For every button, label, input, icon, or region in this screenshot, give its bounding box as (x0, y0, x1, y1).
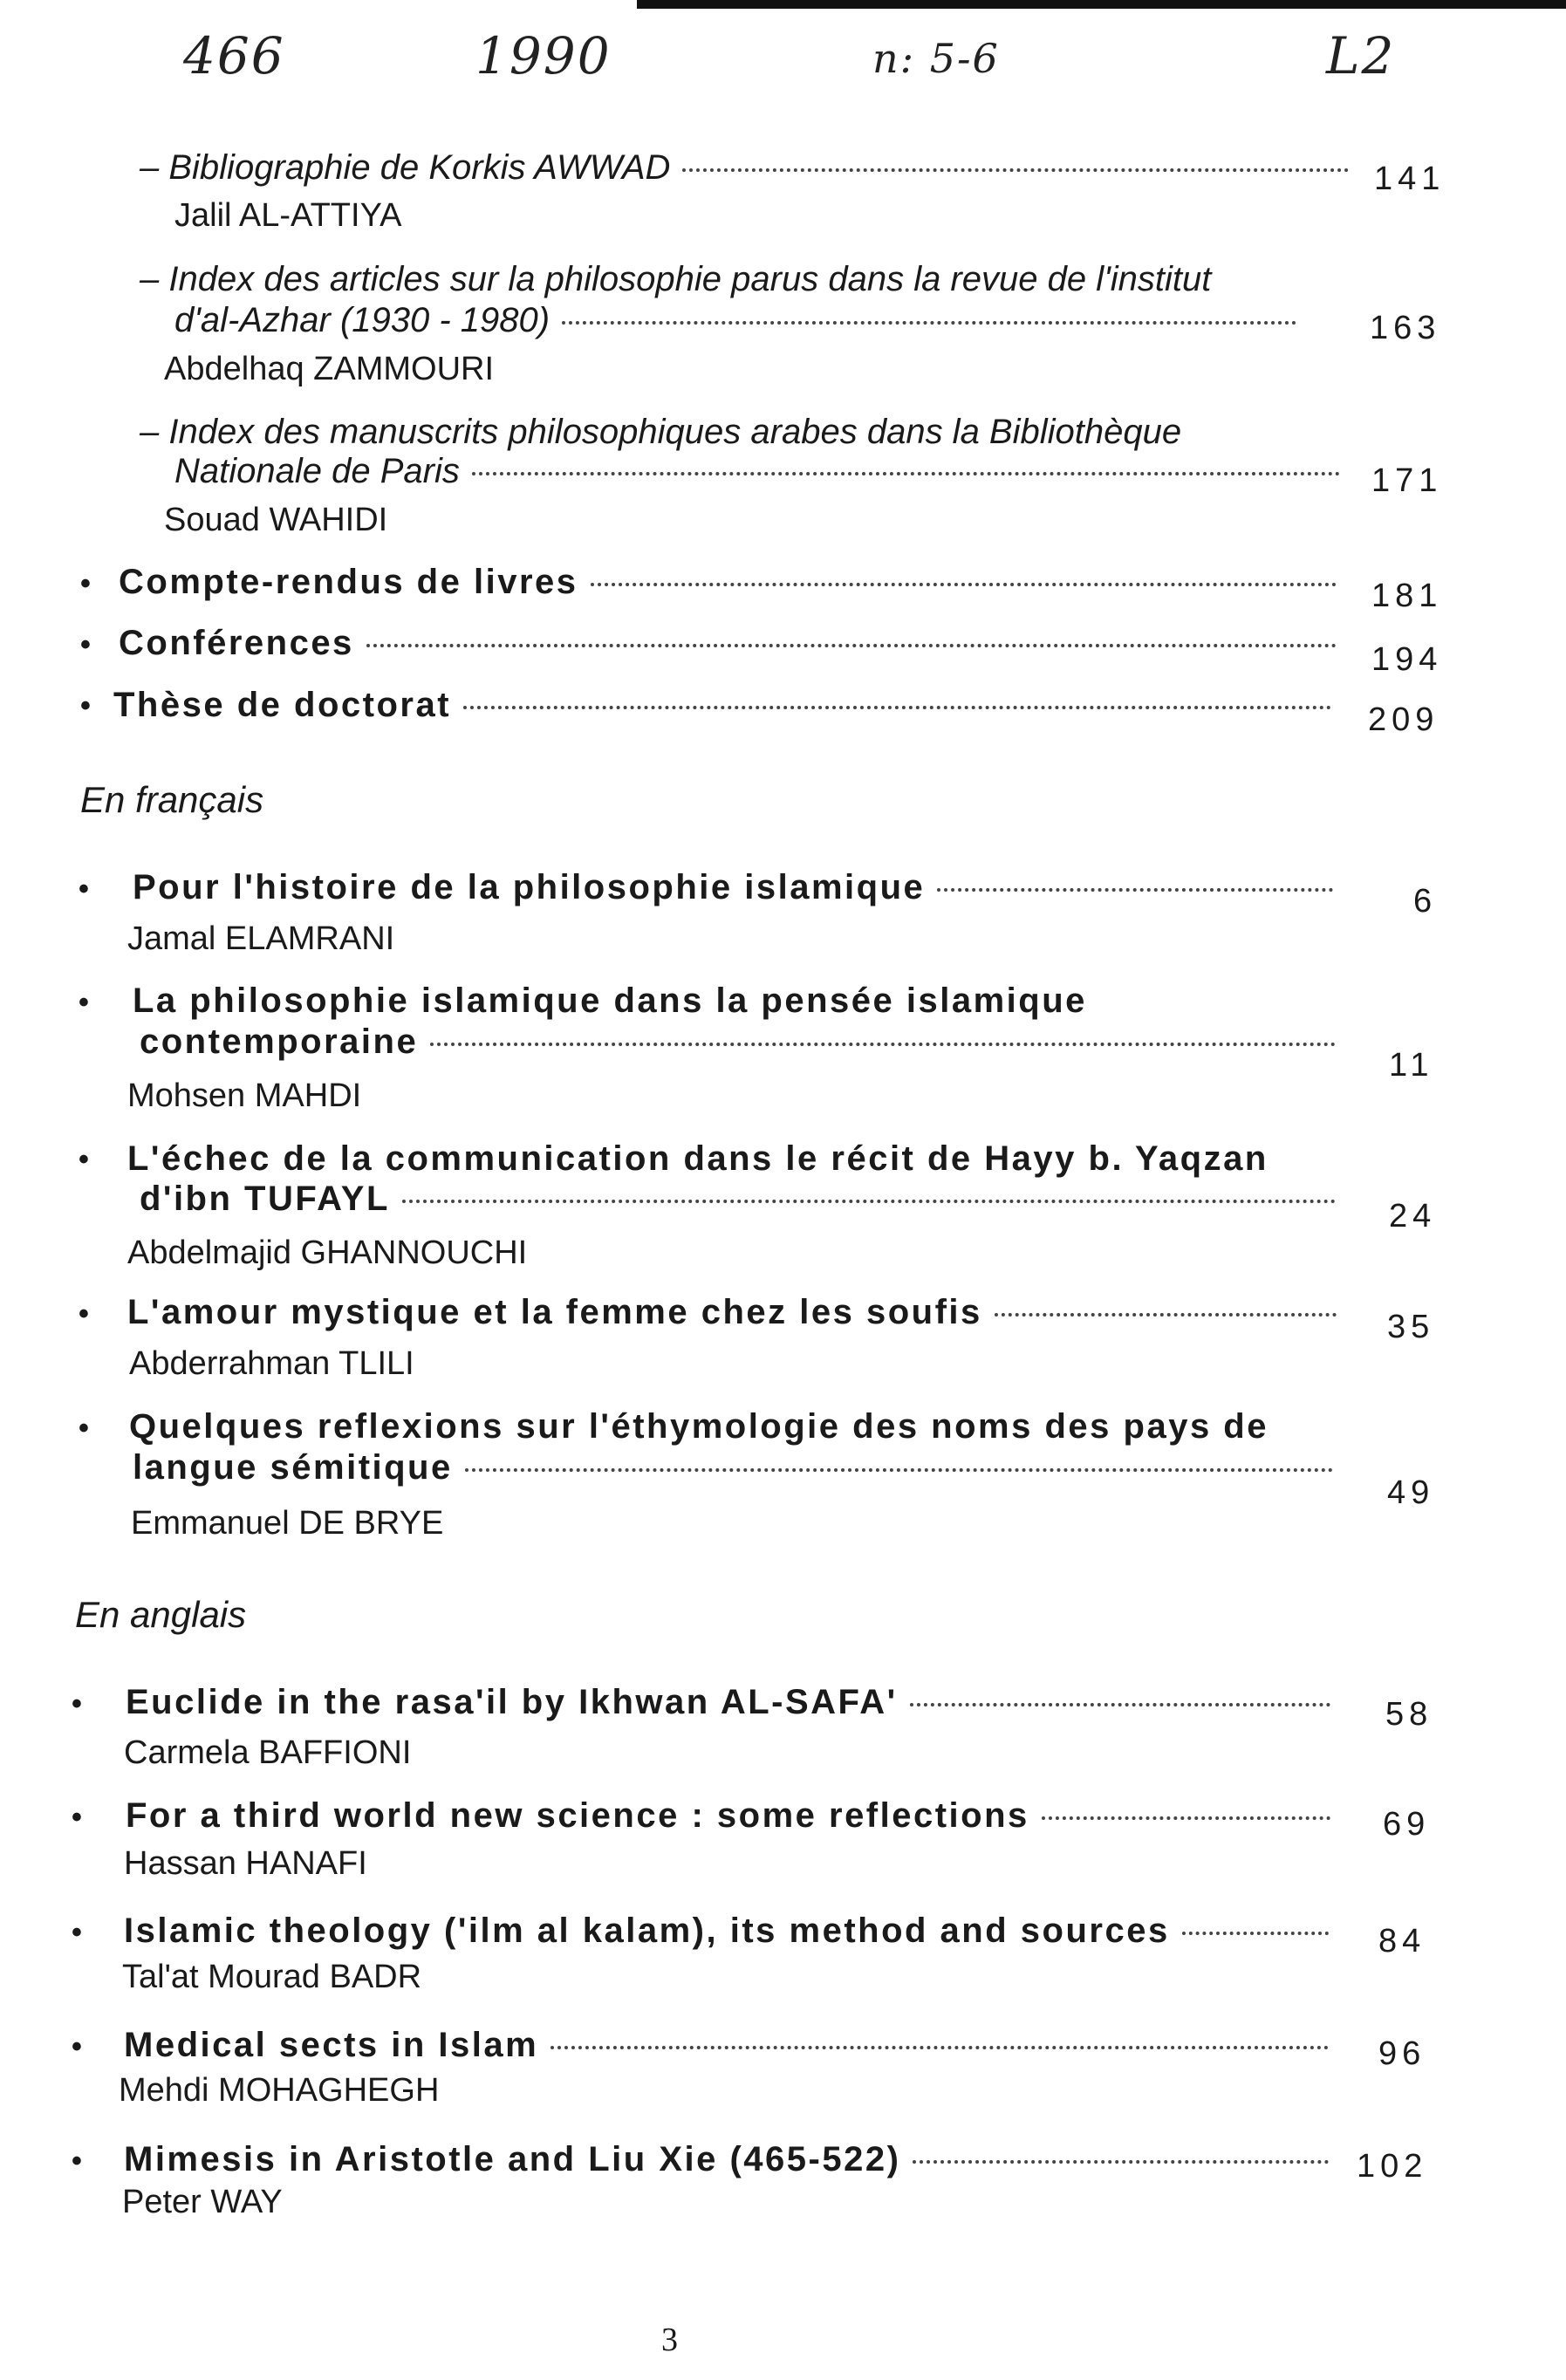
entry-title-text: Euclide in the rasa'il by Ikhwan AL-SAFA' (126, 1683, 898, 1721)
dot-leader (472, 472, 1340, 475)
handwritten-issue: n: 5-6 (872, 35, 1000, 82)
entry-title-text: Mimesis in Aristotle and Liu Xie (465-522) (124, 2140, 901, 2178)
heading-french: En français (80, 779, 264, 820)
entry-title-text: La philosophie islamique dans la pensée islamique (133, 981, 1087, 1020)
entry-title-text: langue sémitique (133, 1448, 453, 1487)
entry-author: Mehdi MOHAGHEGH (119, 2072, 440, 2109)
section-label: Thèse de doctorat (113, 686, 452, 724)
page-number: 6 (1413, 883, 1438, 920)
entry-title-text: Islamic theology ('ilm al kalam), its method and sources (124, 1912, 1170, 1950)
section-label: Conférences (119, 624, 354, 662)
entry-title-line (133, 868, 1345, 907)
bullet: • (79, 986, 89, 1019)
bullet: • (72, 1801, 82, 1834)
entry-author: Tal'at Mourad BADR (122, 1959, 422, 1995)
entry-title-text: – Index des manuscrits philosophiques arabes dans la Bibliothèque (140, 413, 1182, 451)
bullet: • (79, 1143, 89, 1176)
entry-title-text: d'al-Azhar (1930 - 1980) (174, 301, 550, 339)
entry-title-text: For a third world new science : some reflections (126, 1796, 1029, 1835)
entry-author: Peter WAY (122, 2184, 283, 2220)
entry-title-text: L'échec de la communication dans le récit de Hayy b. Yaqzan (127, 1139, 1269, 1178)
entry-title-text: d'ibn TUFAYL (140, 1180, 390, 1218)
page-number: 141 (1374, 161, 1446, 197)
bullet: • (72, 1916, 82, 1949)
dot-leader (1042, 1816, 1330, 1820)
page-number: 84 (1378, 1923, 1426, 1959)
dot-leader (995, 1313, 1337, 1317)
entry-author: Carmela BAFFIONI (124, 1734, 412, 1771)
entry-title-text: – Index des articles sur la philosophie parus dans la revue de l'institut (140, 260, 1212, 298)
entry-title-line (124, 2140, 1341, 2179)
dot-leader (402, 1200, 1336, 1203)
heading-english: En anglais (75, 1594, 247, 1635)
dot-leader (463, 706, 1331, 709)
dot-leader (910, 1703, 1330, 1706)
entry-title-line (140, 1180, 1348, 1219)
bullet: • (72, 2030, 82, 2063)
dot-leader (937, 888, 1333, 892)
entry-title-text: Quelques reflexions sur l'éthymologie des noms des pays de (129, 1407, 1269, 1446)
entry-title-line (129, 1407, 1269, 1446)
page-number: 181 (1371, 578, 1443, 614)
entry-author: Abdelmajid GHANNOUCHI (127, 1234, 528, 1271)
entry-title-text: contemporaine (140, 1022, 419, 1061)
footer-page-number: 3 (661, 2322, 678, 2358)
entry-author: Emmanuel DE BRYE (131, 1505, 444, 1542)
dot-leader (913, 2160, 1329, 2164)
dot-leader (1182, 1932, 1329, 1935)
entry-title-line (124, 2026, 1341, 2065)
dot-leader (366, 644, 1337, 647)
entry-title-line (124, 1912, 1341, 1951)
entry-author: Mohsen MAHDI (127, 1077, 362, 1114)
bullet: • (80, 689, 91, 722)
entry-author: Jalil AL-ATTIYA (174, 197, 402, 234)
top-edge-bar (637, 0, 1566, 9)
entry-title-line (126, 1796, 1343, 1836)
page-number: 163 (1370, 310, 1441, 346)
entry-title-line (133, 1448, 1345, 1488)
page-number: 58 (1385, 1696, 1433, 1733)
entry-title-line (140, 260, 1211, 299)
bullet: • (72, 2144, 82, 2178)
dot-leader (682, 168, 1349, 172)
section-line (119, 624, 1349, 663)
entry-title-text: L'amour mystique et la femme chez les soufis (127, 1293, 982, 1331)
entry-title-line (174, 452, 1352, 491)
dot-leader (465, 1468, 1333, 1472)
section-label: Compte-rendus de livres (119, 563, 578, 601)
handwritten-year: 1990 (475, 26, 612, 85)
section-line (113, 686, 1344, 725)
bullet: • (79, 1297, 89, 1330)
bullet: • (79, 872, 89, 906)
dot-leader (591, 583, 1337, 586)
bullet: • (79, 1412, 89, 1445)
entry-author: Jamal ELAMRANI (127, 920, 395, 957)
section-line (119, 563, 1349, 602)
page-number: 102 (1357, 2148, 1428, 2185)
entry-author: Hassan HANAFI (124, 1845, 367, 1882)
page-number: 194 (1371, 641, 1443, 678)
page-number: 11 (1389, 1047, 1434, 1084)
entry-author: Abderrahman TLILI (129, 1345, 414, 1382)
entry-title-line (140, 413, 1181, 452)
entry-title-text: – Bibliographie de Korkis AWWAD (140, 148, 671, 187)
entry-title-line (140, 1022, 1348, 1062)
handwritten-number: 466 (183, 26, 285, 85)
page-number: 35 (1387, 1309, 1435, 1345)
page-number: 209 (1368, 701, 1439, 738)
page-number: 69 (1383, 1806, 1431, 1843)
entry-title-line (133, 981, 1087, 1021)
bullet: • (80, 567, 91, 600)
page-number: 24 (1389, 1198, 1437, 1234)
dot-leader (430, 1043, 1336, 1046)
entry-title-line (127, 1139, 1269, 1179)
page-number: 49 (1387, 1474, 1435, 1511)
entry-title-line (126, 1683, 1343, 1722)
dot-leader (550, 2046, 1329, 2049)
entry-title-line (174, 301, 1309, 340)
entry-title-text: Pour l'histoire de la philosophie islamique (133, 868, 926, 906)
page-number: 96 (1378, 2035, 1426, 2072)
entry-author: Abdelhaq ZAMMOURI (164, 351, 495, 387)
bullet: • (72, 1687, 82, 1720)
handwritten-code: L2 (1326, 26, 1396, 85)
entry-title-line (127, 1293, 1349, 1332)
bullet: • (80, 628, 91, 661)
dot-leader (562, 321, 1296, 325)
entry-title-text: Medical sects in Islam (124, 2026, 539, 2064)
entry-title-text: Nationale de Paris (174, 452, 460, 490)
entry-title-line (140, 148, 1361, 188)
page-number: 171 (1371, 462, 1443, 499)
entry-author: Souad WAHIDI (164, 502, 388, 538)
